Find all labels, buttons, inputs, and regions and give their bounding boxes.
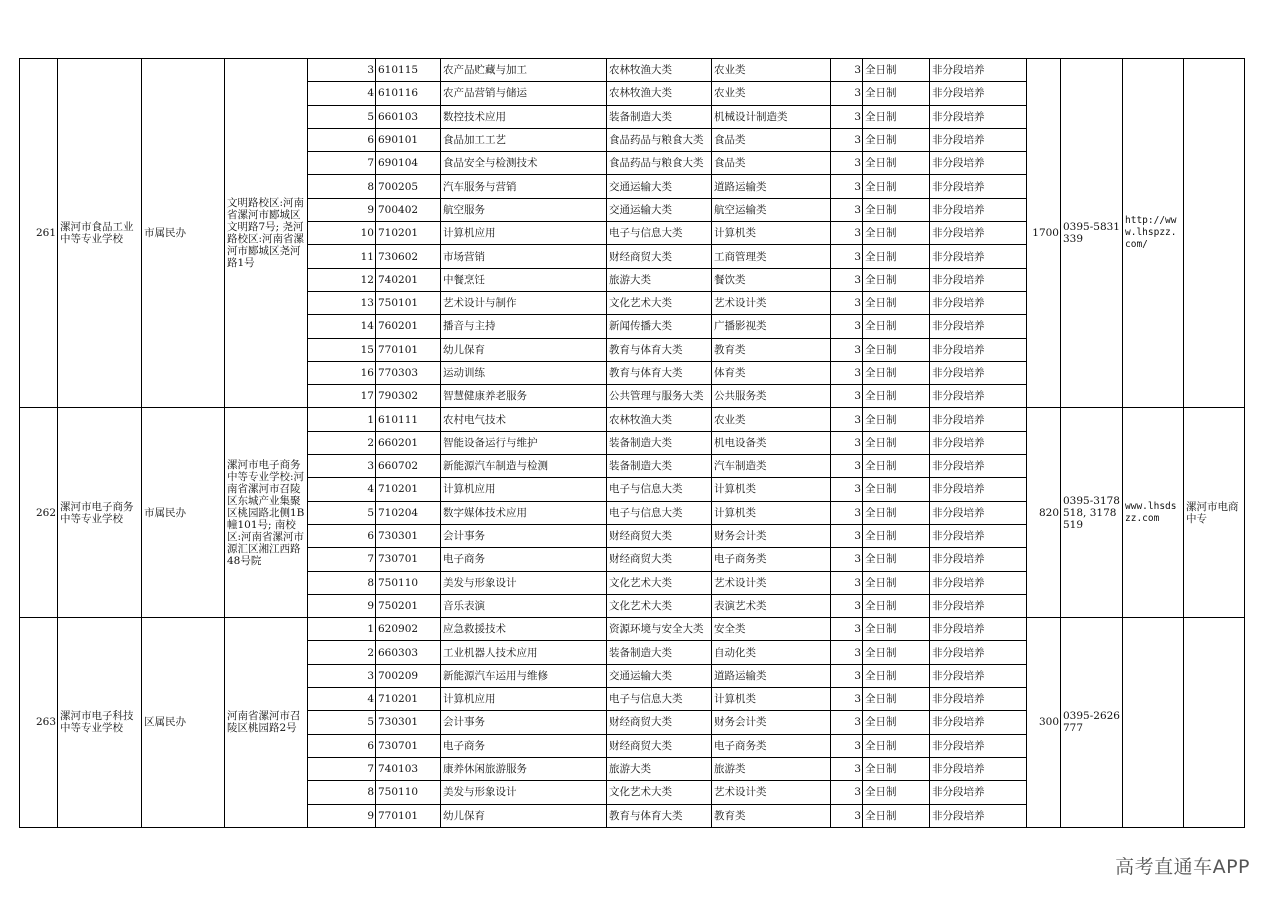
- major-seq: 5: [308, 501, 376, 524]
- major-form: 全日制: [863, 105, 930, 128]
- major-category: 机械设计制造类: [712, 105, 831, 128]
- major-name: 计算机应用: [441, 688, 607, 711]
- major-form: 全日制: [863, 198, 930, 221]
- major-seq: 9: [308, 804, 376, 827]
- major-category: 计算机类: [712, 478, 831, 501]
- major-name: 数控技术应用: [441, 105, 607, 128]
- major-name: 运动训练: [441, 361, 607, 384]
- major-category-big: 食品药品与粮食大类: [607, 128, 712, 151]
- major-training: 非分段培养: [930, 408, 1027, 431]
- major-seq: 14: [308, 315, 376, 338]
- major-category: 艺术设计类: [712, 781, 831, 804]
- major-code: 710201: [376, 222, 441, 245]
- major-seq: 8: [308, 571, 376, 594]
- major-years: 3: [831, 594, 863, 617]
- major-years: 3: [831, 59, 863, 82]
- major-years: 3: [831, 618, 863, 641]
- major-category-big: 电子与信息大类: [607, 501, 712, 524]
- major-category-big: 食品药品与粮食大类: [607, 152, 712, 175]
- major-training: 非分段培养: [930, 478, 1027, 501]
- table-body: [20, 59, 1245, 828]
- major-category-big: 装备制造大类: [607, 431, 712, 454]
- major-category-big: 旅游大类: [607, 757, 712, 780]
- major-training: 非分段培养: [930, 222, 1027, 245]
- major-category-big: 装备制造大类: [607, 455, 712, 478]
- major-years: 3: [831, 571, 863, 594]
- major-training: 非分段培养: [930, 59, 1027, 82]
- major-category: 自动化类: [712, 641, 831, 664]
- major-name: 应急救援技术: [441, 618, 607, 641]
- major-training: 非分段培养: [930, 245, 1027, 268]
- major-seq: 9: [308, 198, 376, 221]
- major-code: 740103: [376, 757, 441, 780]
- major-seq: 7: [308, 152, 376, 175]
- major-training: 非分段培养: [930, 175, 1027, 198]
- major-category-big: 财经商贸大类: [607, 711, 712, 734]
- major-code: 730701: [376, 734, 441, 757]
- major-category: 计算机类: [712, 501, 831, 524]
- major-form: 全日制: [863, 315, 930, 338]
- major-form: 全日制: [863, 548, 930, 571]
- major-name: 食品安全与检测技术: [441, 152, 607, 175]
- major-training: 非分段培养: [930, 105, 1027, 128]
- major-category: 表演艺术类: [712, 594, 831, 617]
- major-years: 3: [831, 688, 863, 711]
- major-years: 3: [831, 734, 863, 757]
- major-category-big: 农林牧渔大类: [607, 82, 712, 105]
- major-form: 全日制: [863, 431, 930, 454]
- major-code: 760201: [376, 315, 441, 338]
- major-name: 工业机器人技术应用: [441, 641, 607, 664]
- table-row: [20, 59, 1245, 82]
- major-years: 3: [831, 198, 863, 221]
- major-category: 公共服务类: [712, 385, 831, 408]
- enrollment-plan: 820: [1027, 408, 1061, 618]
- major-training: 非分段培养: [930, 82, 1027, 105]
- major-years: 3: [831, 315, 863, 338]
- major-seq: 3: [308, 455, 376, 478]
- major-category-big: 旅游大类: [607, 268, 712, 291]
- school-number: 263: [20, 618, 58, 828]
- major-form: 全日制: [863, 152, 930, 175]
- major-code: 660303: [376, 641, 441, 664]
- major-name: 艺术设计与制作: [441, 291, 607, 314]
- major-form: 全日制: [863, 478, 930, 501]
- major-years: 3: [831, 385, 863, 408]
- major-training: 非分段培养: [930, 781, 1027, 804]
- major-years: 3: [831, 175, 863, 198]
- enrollment-table: [19, 58, 1245, 828]
- major-name: 会计事务: [441, 711, 607, 734]
- major-seq: 6: [308, 128, 376, 151]
- major-name: 智慧健康养老服务: [441, 385, 607, 408]
- school-website[interactable]: www.lhsdszz.com: [1123, 408, 1184, 618]
- major-category-big: 文化艺术大类: [607, 571, 712, 594]
- major-name: 美发与形象设计: [441, 781, 607, 804]
- major-category-big: 文化艺术大类: [607, 594, 712, 617]
- major-code: 750110: [376, 781, 441, 804]
- major-seq: 5: [308, 105, 376, 128]
- major-name: 市场营销: [441, 245, 607, 268]
- major-years: 3: [831, 338, 863, 361]
- major-training: 非分段培养: [930, 431, 1027, 454]
- major-training: 非分段培养: [930, 291, 1027, 314]
- major-category-big: 交通运输大类: [607, 198, 712, 221]
- major-name: 新能源汽车制造与检测: [441, 455, 607, 478]
- school-number: 262: [20, 408, 58, 618]
- major-code: 770101: [376, 338, 441, 361]
- major-category: 农业类: [712, 408, 831, 431]
- contact-phone: 0395-2626777: [1061, 618, 1123, 828]
- major-category: 计算机类: [712, 222, 831, 245]
- major-name: 航空服务: [441, 198, 607, 221]
- major-category-big: 教育与体育大类: [607, 361, 712, 384]
- major-category-big: 财经商贸大类: [607, 734, 712, 757]
- school-website[interactable]: http://www.lhspzz.com/: [1123, 59, 1184, 408]
- major-training: 非分段培养: [930, 641, 1027, 664]
- major-name: 幼儿保育: [441, 804, 607, 827]
- major-form: 全日制: [863, 641, 930, 664]
- school-address: 漯河市电子商务中等专业学校:河南省漯河市召陵区东城产业集聚区桃园路北侧1B幢101号; 南校区:河南省漯河市源汇区湘江西路48号院: [225, 408, 308, 618]
- major-code: 710201: [376, 478, 441, 501]
- major-code: 700205: [376, 175, 441, 198]
- major-years: 3: [831, 757, 863, 780]
- major-training: 非分段培养: [930, 734, 1027, 757]
- major-category: 航空运输类: [712, 198, 831, 221]
- major-category: 道路运输类: [712, 175, 831, 198]
- major-category-big: 农林牧渔大类: [607, 408, 712, 431]
- major-training: 非分段培养: [930, 688, 1027, 711]
- major-seq: 8: [308, 781, 376, 804]
- major-code: 710201: [376, 688, 441, 711]
- major-category: 电子商务类: [712, 734, 831, 757]
- major-name: 音乐表演: [441, 594, 607, 617]
- major-category: 财务会计类: [712, 711, 831, 734]
- major-category: 汽车制造类: [712, 455, 831, 478]
- major-form: 全日制: [863, 664, 930, 687]
- major-name: 中餐烹饪: [441, 268, 607, 291]
- major-name: 汽车服务与营销: [441, 175, 607, 198]
- major-form: 全日制: [863, 385, 930, 408]
- major-form: 全日制: [863, 175, 930, 198]
- major-years: 3: [831, 455, 863, 478]
- major-code: 620902: [376, 618, 441, 641]
- major-form: 全日制: [863, 757, 930, 780]
- major-category: 电子商务类: [712, 548, 831, 571]
- major-seq: 15: [308, 338, 376, 361]
- school-name: 漯河市电子商务中等专业学校: [58, 408, 142, 618]
- major-training: 非分段培养: [930, 385, 1027, 408]
- major-years: 3: [831, 152, 863, 175]
- major-category-big: 教育与体育大类: [607, 338, 712, 361]
- enrollment-plan: 1700: [1027, 59, 1061, 408]
- major-training: 非分段培养: [930, 757, 1027, 780]
- major-seq: 4: [308, 478, 376, 501]
- major-name: 农产品营销与储运: [441, 82, 607, 105]
- major-category-big: 财经商贸大类: [607, 548, 712, 571]
- major-code: 700209: [376, 664, 441, 687]
- major-seq: 1: [308, 408, 376, 431]
- major-category: 体育类: [712, 361, 831, 384]
- major-code: 710204: [376, 501, 441, 524]
- wechat-account: [1184, 59, 1245, 408]
- school-number: 261: [20, 59, 58, 408]
- major-category-big: 电子与信息大类: [607, 688, 712, 711]
- major-seq: 4: [308, 82, 376, 105]
- major-seq: 12: [308, 268, 376, 291]
- contact-phone: 0395-3178518, 3178519: [1061, 408, 1123, 618]
- major-category-big: 交通运输大类: [607, 664, 712, 687]
- school-name: 漯河市电子科技中等专业学校: [58, 618, 142, 828]
- major-form: 全日制: [863, 408, 930, 431]
- major-name: 食品加工工艺: [441, 128, 607, 151]
- major-name: 农产品贮藏与加工: [441, 59, 607, 82]
- table-row: [20, 408, 1245, 431]
- major-category: 食品类: [712, 128, 831, 151]
- school-address: 文明路校区:河南省漯河市郾城区文明路7号; 尧河路校区:河南省漯河市郾城区尧河路1号: [225, 59, 308, 408]
- major-years: 3: [831, 431, 863, 454]
- major-training: 非分段培养: [930, 501, 1027, 524]
- major-years: 3: [831, 105, 863, 128]
- major-code: 690104: [376, 152, 441, 175]
- major-training: 非分段培养: [930, 594, 1027, 617]
- major-form: 全日制: [863, 291, 930, 314]
- major-form: 全日制: [863, 361, 930, 384]
- major-form: 全日制: [863, 222, 930, 245]
- major-seq: 6: [308, 524, 376, 547]
- major-category-big: 电子与信息大类: [607, 478, 712, 501]
- major-name: 美发与形象设计: [441, 571, 607, 594]
- table-row: [20, 618, 1245, 641]
- major-code: 660201: [376, 431, 441, 454]
- major-name: 会计事务: [441, 524, 607, 547]
- major-code: 770101: [376, 804, 441, 827]
- major-form: 全日制: [863, 571, 930, 594]
- enrollment-plan: 300: [1027, 618, 1061, 828]
- major-code: 750110: [376, 571, 441, 594]
- major-seq: 3: [308, 664, 376, 687]
- major-category: 安全类: [712, 618, 831, 641]
- major-years: 3: [831, 222, 863, 245]
- major-name: 播音与主持: [441, 315, 607, 338]
- major-name: 数字媒体技术应用: [441, 501, 607, 524]
- major-training: 非分段培养: [930, 315, 1027, 338]
- major-form: 全日制: [863, 804, 930, 827]
- major-name: 电子商务: [441, 734, 607, 757]
- major-form: 全日制: [863, 781, 930, 804]
- major-category: 道路运输类: [712, 664, 831, 687]
- major-name: 智能设备运行与维护: [441, 431, 607, 454]
- major-code: 610116: [376, 82, 441, 105]
- major-category: 财务会计类: [712, 524, 831, 547]
- major-form: 全日制: [863, 245, 930, 268]
- major-seq: 13: [308, 291, 376, 314]
- major-category-big: 财经商贸大类: [607, 245, 712, 268]
- major-category: 艺术设计类: [712, 291, 831, 314]
- major-code: 730701: [376, 548, 441, 571]
- major-years: 3: [831, 82, 863, 105]
- major-form: 全日制: [863, 734, 930, 757]
- major-category: 艺术设计类: [712, 571, 831, 594]
- major-code: 730301: [376, 524, 441, 547]
- major-seq: 2: [308, 641, 376, 664]
- major-years: 3: [831, 361, 863, 384]
- major-seq: 10: [308, 222, 376, 245]
- major-code: 750201: [376, 594, 441, 617]
- major-training: 非分段培养: [930, 524, 1027, 547]
- major-years: 3: [831, 268, 863, 291]
- major-code: 750101: [376, 291, 441, 314]
- major-code: 700402: [376, 198, 441, 221]
- major-form: 全日制: [863, 455, 930, 478]
- major-category: 广播影视类: [712, 315, 831, 338]
- major-seq: 1: [308, 618, 376, 641]
- school-type: 区属民办: [142, 618, 225, 828]
- major-seq: 5: [308, 711, 376, 734]
- major-name: 电子商务: [441, 548, 607, 571]
- watermark: 高考直通车APP: [1115, 856, 1250, 878]
- major-category-big: 农林牧渔大类: [607, 59, 712, 82]
- major-category-big: 新闻传播大类: [607, 315, 712, 338]
- major-code: 610111: [376, 408, 441, 431]
- major-category-big: 公共管理与服务大类: [607, 385, 712, 408]
- major-code: 610115: [376, 59, 441, 82]
- major-code: 690101: [376, 128, 441, 151]
- major-training: 非分段培养: [930, 618, 1027, 641]
- major-seq: 7: [308, 548, 376, 571]
- major-code: 660103: [376, 105, 441, 128]
- major-years: 3: [831, 781, 863, 804]
- major-training: 非分段培养: [930, 548, 1027, 571]
- major-years: 3: [831, 245, 863, 268]
- major-form: 全日制: [863, 128, 930, 151]
- major-code: 740201: [376, 268, 441, 291]
- major-seq: 9: [308, 594, 376, 617]
- major-form: 全日制: [863, 594, 930, 617]
- contact-phone: 0395-5831339: [1061, 59, 1123, 408]
- major-seq: 16: [308, 361, 376, 384]
- major-name: 农村电气技术: [441, 408, 607, 431]
- major-years: 3: [831, 291, 863, 314]
- major-code: 790302: [376, 385, 441, 408]
- major-seq: 2: [308, 431, 376, 454]
- major-years: 3: [831, 501, 863, 524]
- major-category-big: 教育与体育大类: [607, 804, 712, 827]
- major-years: 3: [831, 524, 863, 547]
- major-seq: 8: [308, 175, 376, 198]
- major-form: 全日制: [863, 711, 930, 734]
- major-name: 计算机应用: [441, 478, 607, 501]
- major-form: 全日制: [863, 82, 930, 105]
- major-years: 3: [831, 408, 863, 431]
- major-form: 全日制: [863, 338, 930, 361]
- major-category: 教育类: [712, 804, 831, 827]
- major-years: 3: [831, 664, 863, 687]
- major-category-big: 文化艺术大类: [607, 781, 712, 804]
- major-category-big: 装备制造大类: [607, 641, 712, 664]
- major-years: 3: [831, 711, 863, 734]
- major-training: 非分段培养: [930, 571, 1027, 594]
- major-seq: 17: [308, 385, 376, 408]
- major-category-big: 电子与信息大类: [607, 222, 712, 245]
- major-seq: 6: [308, 734, 376, 757]
- major-form: 全日制: [863, 688, 930, 711]
- major-category-big: 交通运输大类: [607, 175, 712, 198]
- major-form: 全日制: [863, 501, 930, 524]
- major-category-big: 文化艺术大类: [607, 291, 712, 314]
- wechat-account: [1184, 618, 1245, 828]
- major-training: 非分段培养: [930, 152, 1027, 175]
- major-category-big: 装备制造大类: [607, 105, 712, 128]
- school-type: 市属民办: [142, 408, 225, 618]
- major-seq: 4: [308, 688, 376, 711]
- major-training: 非分段培养: [930, 198, 1027, 221]
- major-years: 3: [831, 804, 863, 827]
- major-training: 非分段培养: [930, 664, 1027, 687]
- school-type: 市属民办: [142, 59, 225, 408]
- school-address: 河南省漯河市召陵区桃园路2号: [225, 618, 308, 828]
- major-training: 非分段培养: [930, 128, 1027, 151]
- major-years: 3: [831, 548, 863, 571]
- major-name: 幼儿保育: [441, 338, 607, 361]
- major-training: 非分段培养: [930, 804, 1027, 827]
- wechat-account: 漯河市电商中专: [1184, 408, 1245, 618]
- major-form: 全日制: [863, 59, 930, 82]
- major-seq: 3: [308, 59, 376, 82]
- major-category-big: 财经商贸大类: [607, 524, 712, 547]
- major-form: 全日制: [863, 618, 930, 641]
- major-years: 3: [831, 478, 863, 501]
- major-seq: 7: [308, 757, 376, 780]
- major-years: 3: [831, 641, 863, 664]
- major-name: 康养休闲旅游服务: [441, 757, 607, 780]
- major-training: 非分段培养: [930, 361, 1027, 384]
- school-website[interactable]: [1123, 618, 1184, 828]
- major-category-big: 资源环境与安全大类: [607, 618, 712, 641]
- major-category: 农业类: [712, 82, 831, 105]
- major-category: 计算机类: [712, 688, 831, 711]
- major-code: 770303: [376, 361, 441, 384]
- major-seq: 11: [308, 245, 376, 268]
- major-code: 730602: [376, 245, 441, 268]
- major-code: 660702: [376, 455, 441, 478]
- major-form: 全日制: [863, 268, 930, 291]
- major-category: 教育类: [712, 338, 831, 361]
- major-training: 非分段培养: [930, 268, 1027, 291]
- major-category: 机电设备类: [712, 431, 831, 454]
- major-training: 非分段培养: [930, 455, 1027, 478]
- major-name: 计算机应用: [441, 222, 607, 245]
- major-category: 农业类: [712, 59, 831, 82]
- major-years: 3: [831, 128, 863, 151]
- major-training: 非分段培养: [930, 338, 1027, 361]
- major-category: 食品类: [712, 152, 831, 175]
- major-form: 全日制: [863, 524, 930, 547]
- major-category: 餐饮类: [712, 268, 831, 291]
- school-name: 漯河市食品工业中等专业学校: [58, 59, 142, 408]
- major-category: 旅游类: [712, 757, 831, 780]
- major-training: 非分段培养: [930, 711, 1027, 734]
- major-code: 730301: [376, 711, 441, 734]
- major-category: 工商管理类: [712, 245, 831, 268]
- major-name: 新能源汽车运用与维修: [441, 664, 607, 687]
